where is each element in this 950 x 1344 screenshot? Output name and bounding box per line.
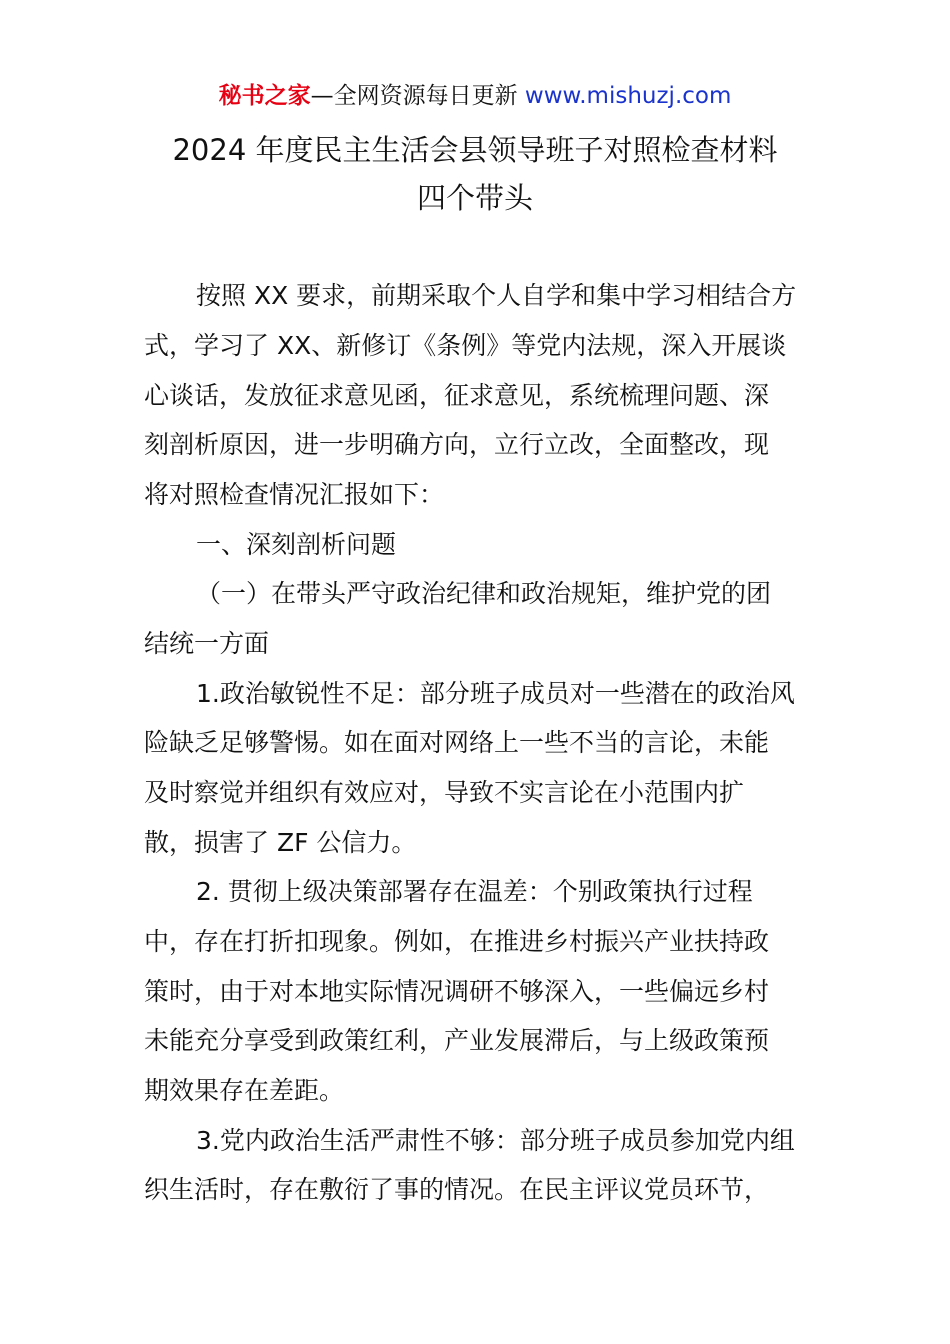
subsection-heading-cont: 结统一方面 <box>144 629 270 658</box>
body-line: 刻剖析原因，进一步明确方向，立行立改，全面整改，现 <box>144 430 770 459</box>
body-line: 2. 贯彻上级决策部署存在温差：个别政策执行过程 <box>196 877 753 906</box>
body-line: 中，存在打折扣现象。例如，在推进乡村振兴产业扶持政 <box>144 927 770 956</box>
site-tagline: —全网资源每日更新 <box>310 83 525 109</box>
site-brand: 秘书之家 <box>218 83 311 109</box>
body-line: 未能充分享受到政策红利，产业发展滞后，与上级政策预 <box>144 1026 770 1055</box>
body-line: 按照 XX 要求，前期采取个人自学和集中学习相结合方 <box>196 281 797 310</box>
body-line: 将对照检查情况汇报如下： <box>144 480 445 509</box>
document-subtitle: 四个带头 <box>416 181 533 215</box>
site-url-link[interactable]: www.mishuzj.com <box>524 83 732 109</box>
body-line: 3.党内政治生活严肃性不够：部分班子成员参加党内组 <box>196 1126 795 1155</box>
body-line: 1.政治敏锐性不足：部分班子成员对一些潜在的政治风 <box>196 679 795 708</box>
site-header <box>0 80 950 112</box>
document-title: 2024 年度民主生活会县领导班子对照检查材料 <box>172 133 778 167</box>
body-line: 式，学习了 XX、新修订《条例》等党内法规，深入开展谈 <box>144 331 787 360</box>
body-line: 策时，由于对本地实际情况调研不够深入，一些偏远乡村 <box>144 977 770 1006</box>
body-line: 险缺乏足够警惕。如在面对网络上一些不当的言论，未能 <box>144 728 770 757</box>
body-line: 织生活时，存在敷衍了事的情况。在民主评议党员环节， <box>144 1175 770 1204</box>
body-line: 期效果存在差距。 <box>144 1076 345 1105</box>
subsection-heading: （一）在带头严守政治纪律和政治规矩，维护党的团 <box>196 579 772 608</box>
body-line: 散，损害了 ZF 公信力。 <box>144 828 417 857</box>
section-heading: 一、深刻剖析问题 <box>196 530 397 559</box>
body-line: 心谈话，发放征求意见函，征求意见，系统梳理问题、深 <box>144 381 770 410</box>
body-line: 及时察觉并组织有效应对，导致不实言论在小范围内扩 <box>144 778 745 807</box>
